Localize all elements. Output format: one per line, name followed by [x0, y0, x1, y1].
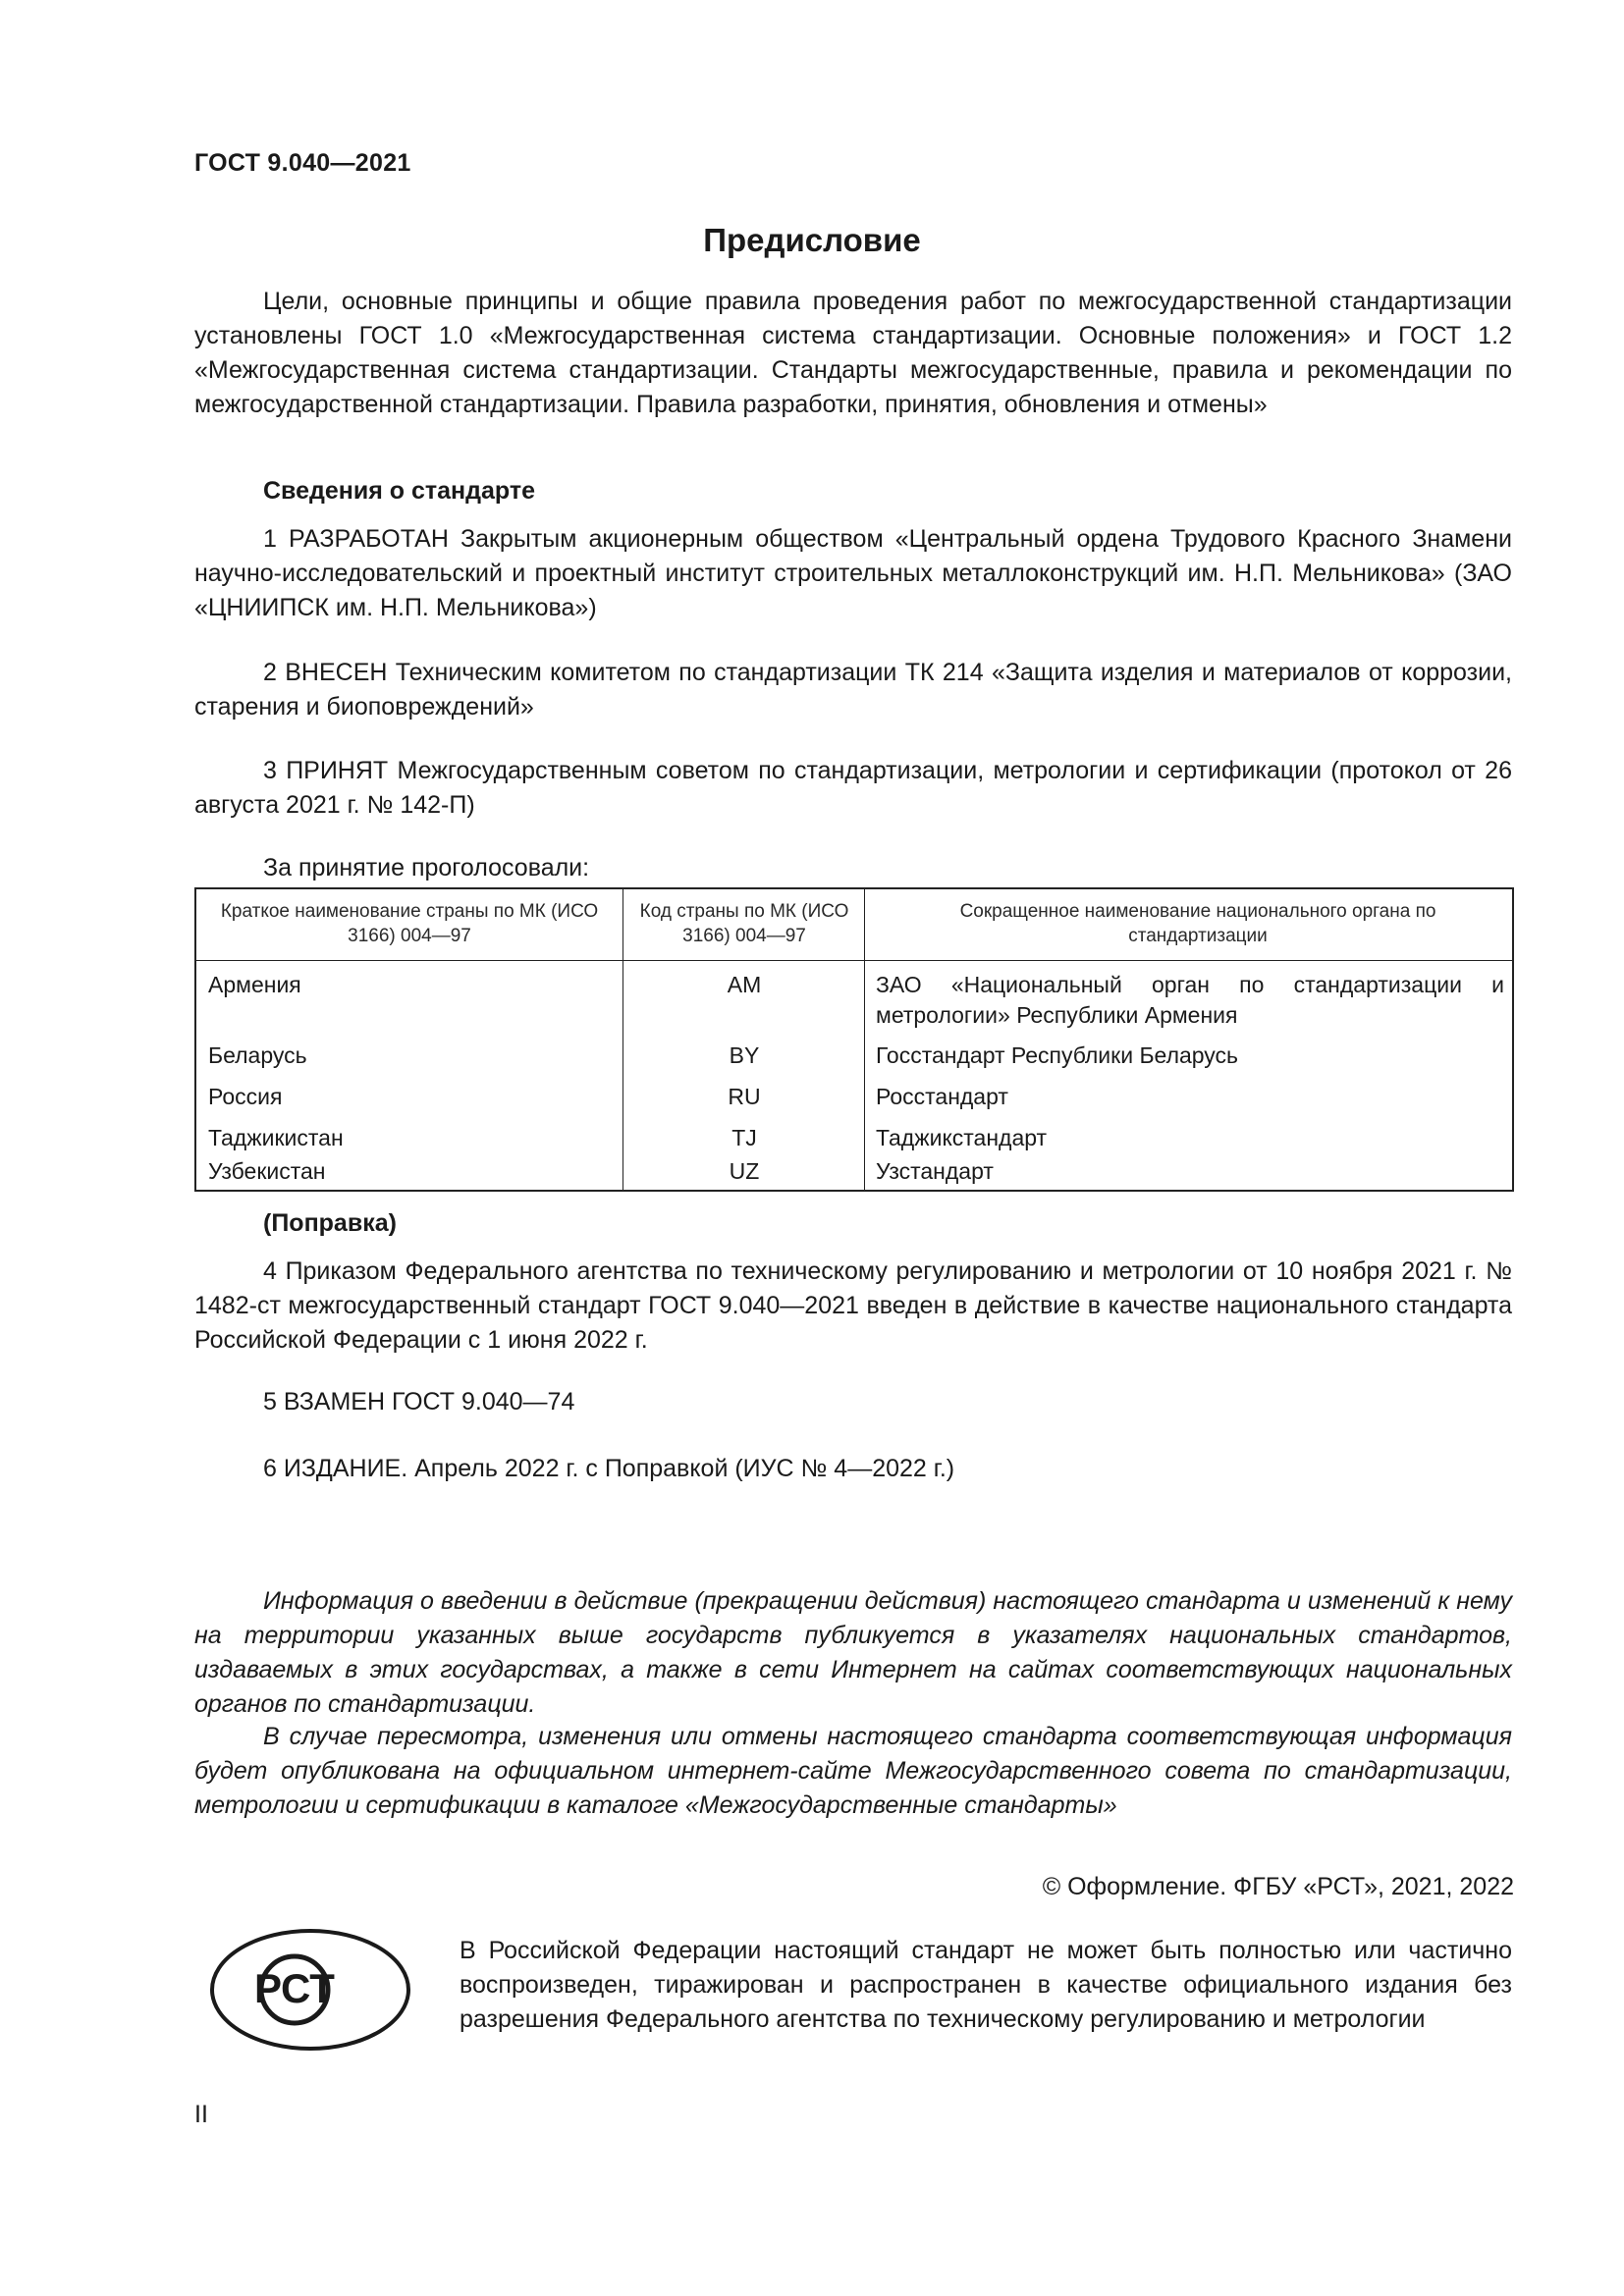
- table-cell-country: Таджикистан: [208, 1125, 344, 1150]
- notice-paragraph-1: Информация о введении в действие (прекращении действия) настоящего стандарта и изменений к нему на территории указанных выше государств публикуется в указателях национальных стандартов, издаваемых в этих государствах, а также в сети Интернет на сайтах соответствующих национальных органов по стандартизации.: [194, 1587, 1512, 1718]
- header-divider: [196, 960, 1512, 961]
- table-cell-code: RU: [728, 1084, 761, 1109]
- item-2-introduced: 2 ВНЕСЕН Техническим комитетом по стандартизации ТК 214 «Защита изделия и материалов от коррозии, старения и биоповреждений»: [194, 659, 1512, 721]
- item-1-developed: 1 РАЗРАБОТАН Закрытым акционерным обществом «Центральный ордена Трудового Красного Знамени научно-исследовательский и проектный институт строительных металлоконструкций им. Н.П. Мельникова» (ЗАО «ЦНИИПСК им. Н.П. Мельникова»): [194, 525, 1512, 621]
- item-6-edition: 6 ИЗДАНИЕ. Апрель 2022 г. с Поправкой (ИУС № 4—2022 г.): [263, 1455, 955, 1482]
- table-cell-country: Россия: [208, 1084, 283, 1109]
- rights-paragraph: В Российской Федерации настоящий стандарт не может быть полностью или частично воспроизведен, тиражирован и распространен в качестве официального издания без разрешения Федерального агентства по техническому регулированию и метрологии: [460, 1937, 1512, 2033]
- table-cell-country: Армения: [208, 972, 301, 997]
- table-cell-body: Узстандарт: [876, 1158, 994, 1184]
- table-cell-body: Росстандарт: [876, 1084, 1008, 1109]
- copyright-line: © Оформление. ФГБУ «РСТ», 2021, 2022: [1042, 1873, 1514, 1900]
- item-3-adopted: 3 ПРИНЯТ Межгосударственным советом по стандартизации, метрологии и сертификации (протокол от 26 августа 2021 г. № 142-П): [194, 757, 1512, 819]
- document-id: ГОСТ 9.040—2021: [194, 149, 411, 177]
- intro-paragraph: Цели, основные принципы и общие правила проведения работ по межгосударственной стандартизации установлены ГОСТ 1.0 «Межгосударственная система стандартизации. Основные положения» и ГОСТ 1.2 «Межгосударственная система стандартизации. Стандарты межгосударственные, правила и рекомендации по межгосударственной стандартизации. Правила разработки, принятия, обновления и отмены»: [194, 288, 1512, 418]
- table-header-code: Код страны по МК (ИСО 3166) 004—97: [639, 901, 849, 946]
- rst-logo-icon: [208, 1926, 412, 2054]
- item-5-replaces: 5 ВЗАМЕН ГОСТ 9.040—74: [263, 1388, 575, 1415]
- logo-text: РСТ: [254, 1965, 335, 2011]
- table-header-country: Краткое наименование страны по МК (ИСО 3166) 004—97: [220, 901, 599, 946]
- table-cell-country: Узбекистан: [208, 1158, 326, 1184]
- amendment-label: (Поправка): [263, 1209, 397, 1237]
- standard-info-heading: Сведения о стандарте: [263, 477, 536, 505]
- table-cell-code: AM: [727, 972, 762, 997]
- column-divider: [864, 889, 865, 1190]
- page-number: II: [194, 2101, 208, 2128]
- table-cell-code: TJ: [731, 1125, 757, 1150]
- table-cell-body: Госстандарт Республики Беларусь: [876, 1042, 1239, 1068]
- votes-label: За принятие проголосовали:: [263, 854, 590, 881]
- table-cell-body: Таджикстандарт: [876, 1125, 1048, 1150]
- table-cell-code: UZ: [729, 1158, 760, 1184]
- table-cell-country: Беларусь: [208, 1042, 307, 1068]
- page-title: Предисловие: [703, 222, 921, 258]
- notice-paragraph-2: В случае пересмотра, изменения или отмены настоящего стандарта соответствующая информация будет опубликована на официальном интернет-сайте Межгосударственного совета по стандартизации, метрологии и сертификации в каталоге «Межгосударственные стандарты»: [194, 1723, 1512, 1819]
- votes-table: [194, 887, 1514, 1192]
- table-cell-body: ЗАО «Национальный орган по стандартизации и метрологии» Республики Армения: [876, 972, 1504, 1028]
- item-4-order: 4 Приказом Федерального агентства по техническому регулированию и метрологии от 10 ноября 2021 г. № 1482-ст межгосударственный стандарт ГОСТ 9.040—2021 введен в действие в качестве национального стандарта Российской Федерации с 1 июня 2022 г.: [194, 1257, 1512, 1354]
- table-header-body: Сокращенное наименование национального органа по стандартизации: [959, 901, 1436, 946]
- table-cell-code: BY: [729, 1042, 760, 1068]
